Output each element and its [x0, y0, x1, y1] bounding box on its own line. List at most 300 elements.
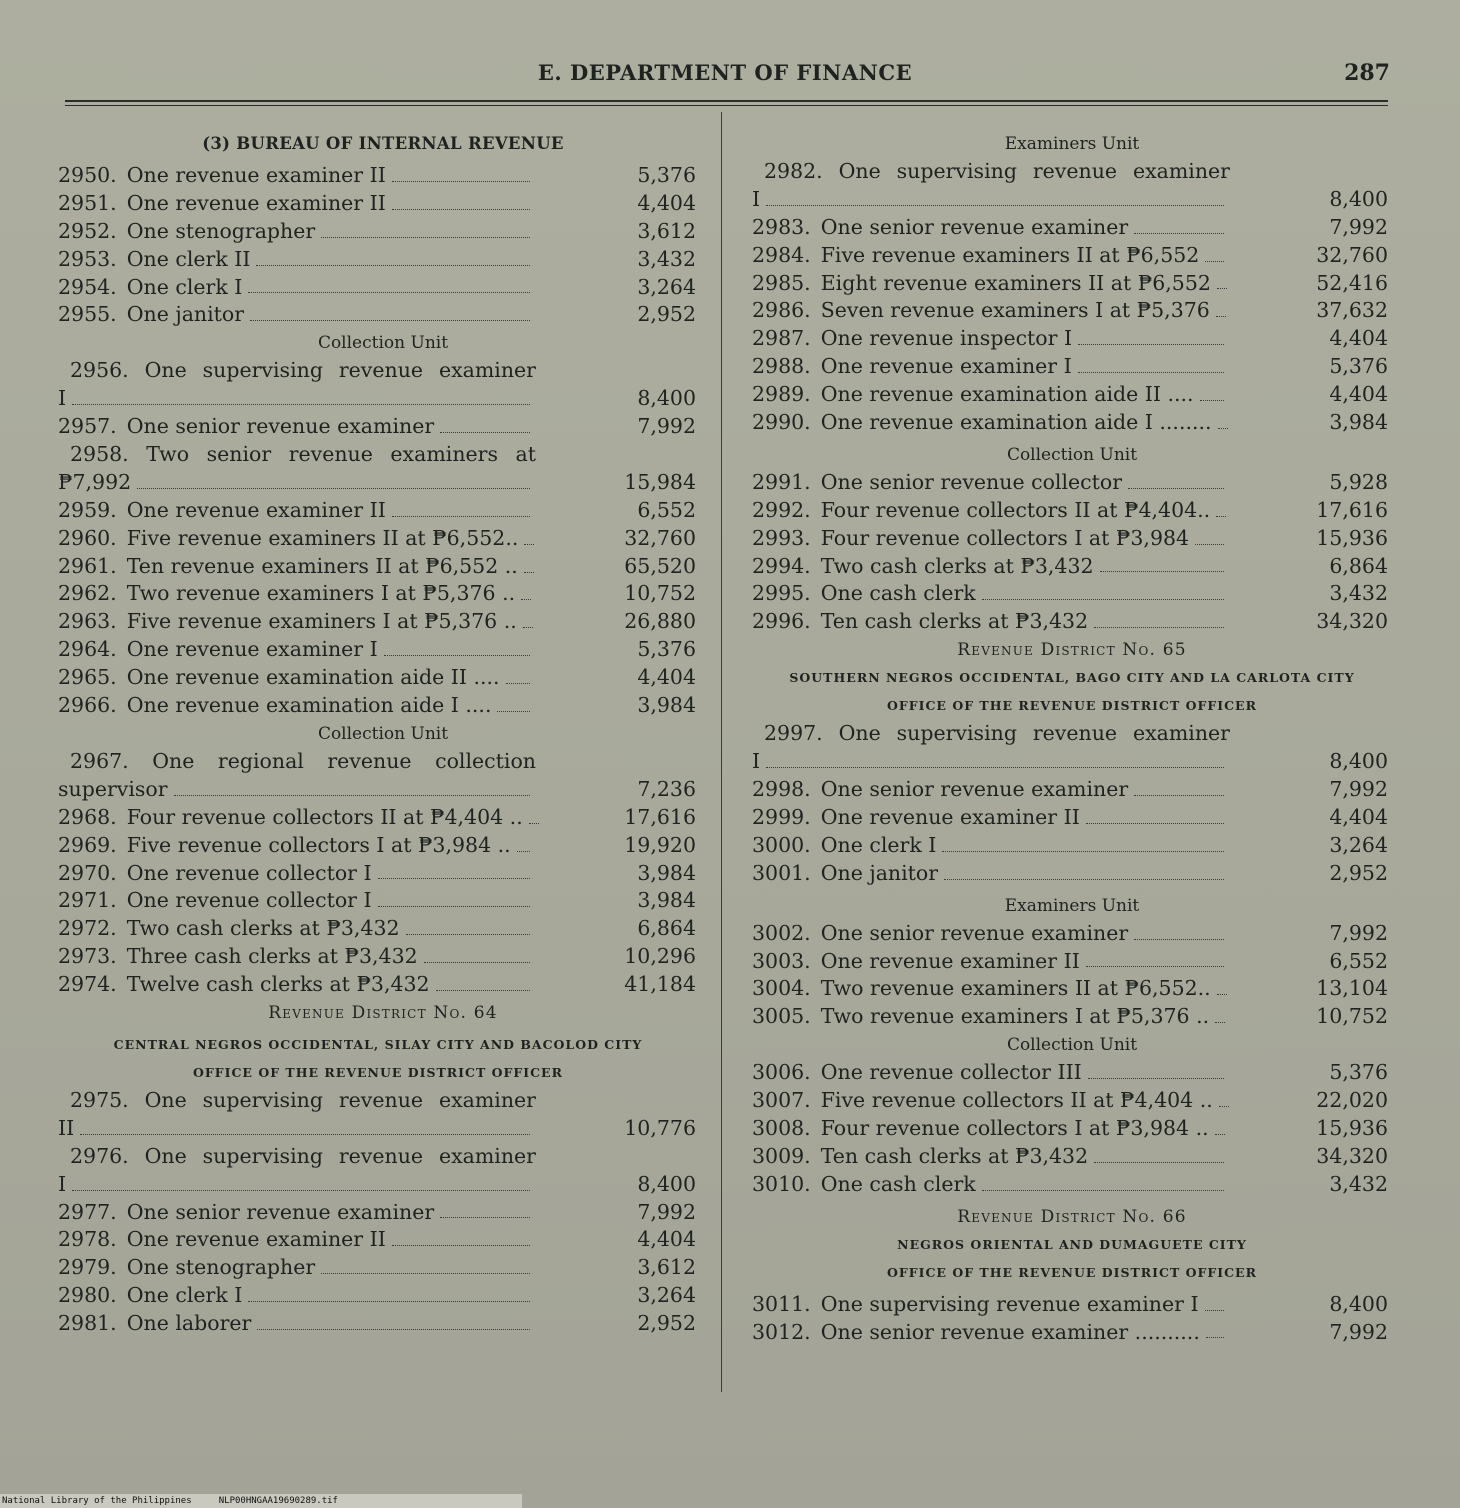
line-item-text	[58, 1171, 536, 1199]
line-item	[58, 1310, 698, 1338]
line-item-amount: 4,404	[1329, 804, 1388, 829]
line-item-description: One senior revenue examiner	[820, 777, 1129, 802]
line-item-number: 2950.	[58, 162, 117, 187]
line-item	[58, 581, 698, 609]
line-item-number: 2988.	[752, 354, 811, 379]
line-item	[58, 525, 698, 553]
line-item	[752, 1319, 1402, 1347]
line-item-continuation: I	[752, 749, 761, 774]
line-item-text	[58, 162, 536, 190]
line-item-amount: 3,264	[637, 274, 696, 299]
line-item	[752, 242, 1402, 270]
dot-leader	[1088, 1078, 1224, 1079]
line-item-text	[58, 218, 536, 246]
line-item-amount: 6,864	[637, 916, 696, 941]
dot-leader	[248, 292, 530, 293]
line-item-description: Ten revenue examiners II at ₱6,552 ..	[126, 553, 518, 578]
line-item	[752, 553, 1402, 581]
district-office: OFFICE OF THE REVENUE DISTRICT OFFICER	[193, 1064, 563, 1080]
line-item-text	[58, 860, 536, 888]
line-item-description: One revenue examiner II	[126, 1227, 386, 1252]
dot-leader	[406, 934, 530, 935]
line-item-number: 2992.	[752, 497, 811, 522]
line-item-text	[58, 497, 536, 525]
line-item-first-line: 2976. One supervising revenue examiner	[70, 1143, 536, 1168]
dot-leader	[982, 599, 1224, 600]
dot-leader	[1215, 1022, 1225, 1023]
line-item	[752, 1115, 1402, 1143]
line-item-text	[58, 1115, 536, 1143]
line-item-description: One revenue examination aide I ........	[820, 410, 1212, 435]
line-item-description: One revenue examiner II	[820, 948, 1080, 973]
line-item-number: 2984.	[752, 242, 811, 267]
line-item-text	[752, 608, 1230, 636]
line-item-number: 3009.	[752, 1143, 811, 1168]
line-item	[58, 190, 698, 218]
line-item-text	[752, 270, 1230, 298]
line-item-continuation: supervisor	[58, 776, 168, 801]
line-item-number: 2999.	[752, 804, 811, 829]
line-item	[752, 325, 1402, 353]
dot-leader	[436, 990, 530, 991]
line-item-number: 2953.	[58, 246, 117, 271]
left-column	[58, 130, 698, 1338]
line-item-amount: 15,936	[1316, 1115, 1388, 1140]
line-item-text	[752, 186, 1230, 214]
line-item-description: One revenue examiner II	[126, 162, 386, 187]
line-item-amount: 10,296	[624, 944, 696, 969]
line-item-text	[58, 190, 536, 218]
line-item-number: 3011.	[752, 1291, 811, 1316]
line-item-number: 2985.	[752, 270, 811, 295]
dot-leader	[392, 209, 530, 210]
line-item-amount: 3,984	[637, 888, 696, 913]
line-item-text	[752, 832, 1230, 860]
line-item-text	[58, 832, 536, 860]
line-item	[58, 1282, 698, 1310]
section-heading: Collection Unit	[317, 723, 449, 744]
dot-leader	[1094, 1162, 1224, 1163]
line-item-text	[752, 1059, 1230, 1087]
line-item-description: Two revenue examiners II at ₱6,552..	[820, 976, 1211, 1001]
line-item-description: One revenue examination aide II ....	[820, 382, 1194, 407]
dot-leader	[1100, 571, 1224, 572]
line-item	[752, 920, 1402, 948]
line-item	[58, 246, 698, 274]
dot-leader	[1218, 428, 1228, 429]
line-item-number: 2968.	[58, 804, 117, 829]
section-heading: Examiners Unit	[1004, 895, 1140, 916]
line-item	[58, 274, 698, 302]
line-item-text	[58, 1254, 536, 1282]
line-item-number: 2980.	[58, 1283, 117, 1308]
line-item-text	[752, 297, 1230, 325]
line-item-number: 2974.	[58, 972, 117, 997]
line-item-number: 2995.	[752, 581, 811, 606]
dot-leader	[321, 1273, 530, 1274]
dot-leader	[1217, 994, 1227, 995]
line-item-amount: 37,632	[1316, 298, 1388, 323]
dot-leader	[384, 655, 530, 656]
dot-leader	[1216, 316, 1226, 317]
line-item-description: One cash clerk	[820, 581, 976, 606]
line-item-text	[58, 943, 536, 971]
district-area: SOUTHERN NEGROS OCCIDENTAL, BAGO CITY AND LA CARLOTA CITY	[789, 670, 1355, 686]
line-item-amount: 3,432	[637, 246, 696, 271]
line-item-number: 2987.	[752, 326, 811, 351]
line-item-description: Seven revenue examiners I at ₱5,376	[820, 298, 1210, 323]
line-item	[58, 1199, 698, 1227]
line-item-text	[58, 1310, 536, 1338]
line-item-amount: 3,612	[637, 1255, 696, 1280]
line-item-description: Five revenue examiners II at ₱6,552	[820, 242, 1200, 267]
line-item-first-line: 2956. One supervising revenue examiner	[70, 358, 536, 383]
line-item-description: One revenue collector I	[126, 888, 372, 913]
dot-leader	[378, 906, 530, 907]
line-item-description: One revenue inspector I	[820, 326, 1073, 351]
line-item-description: One revenue collector I	[126, 860, 372, 885]
line-item-continuation: I	[752, 186, 761, 211]
item-two-line	[752, 720, 1402, 776]
header-rule-thin	[65, 105, 1388, 106]
line-item	[752, 214, 1402, 242]
line-item-description: One revenue examiner I	[126, 637, 378, 662]
line-item	[752, 776, 1402, 804]
line-item-text	[58, 1226, 536, 1254]
line-item-amount: 8,400	[1329, 186, 1388, 211]
dot-leader	[72, 1190, 530, 1191]
item-group	[58, 497, 698, 720]
line-item	[58, 692, 698, 720]
line-item	[752, 469, 1402, 497]
line-item-description: One revenue examiner II	[126, 190, 386, 215]
line-item-amount: 32,760	[624, 525, 696, 550]
line-item-text	[752, 381, 1230, 409]
line-item-description: One revenue examiner I	[820, 354, 1072, 379]
line-item-text	[58, 580, 536, 608]
line-item	[58, 1226, 698, 1254]
line-item	[752, 381, 1402, 409]
line-item-amount: 65,520	[624, 553, 696, 578]
item-two-line	[58, 441, 698, 497]
line-item-amount: 19,920	[624, 832, 696, 857]
line-item	[58, 553, 698, 581]
dot-leader	[1195, 544, 1224, 545]
line-item-amount: 2,952	[1329, 860, 1388, 885]
line-item	[58, 832, 698, 860]
item-group	[752, 1059, 1402, 1198]
line-item-number: 2981.	[58, 1311, 117, 1336]
line-item	[58, 413, 698, 441]
line-item-number: 2998.	[752, 777, 811, 802]
line-item-amount: 13,104	[1316, 976, 1388, 1001]
line-item	[752, 270, 1402, 298]
bureau-heading: (3) BUREAU OF INTERNAL REVENUE	[202, 134, 564, 153]
line-item-amount: 34,320	[1316, 609, 1388, 634]
line-item-text	[752, 920, 1230, 948]
line-item	[58, 301, 698, 329]
section-heading: Collection Unit	[317, 333, 449, 354]
line-item-amount: 4,404	[637, 190, 696, 215]
line-item-number: 2963.	[58, 609, 117, 634]
line-item-second-line	[58, 385, 698, 413]
line-item-amount: 6,552	[637, 497, 696, 522]
line-item-number: 3004.	[752, 976, 811, 1001]
line-item-amount: 7,992	[637, 1199, 696, 1224]
line-item-second-line	[58, 469, 698, 497]
line-item-number: 2961.	[58, 553, 117, 578]
line-item	[58, 664, 698, 692]
line-item	[58, 218, 698, 246]
line-item-amount: 4,404	[637, 1227, 696, 1252]
line-item-amount: 22,020	[1316, 1088, 1388, 1113]
line-item-amount: 3,984	[637, 860, 696, 885]
line-item-amount: 32,760	[1316, 242, 1388, 267]
dot-leader	[72, 404, 530, 405]
dot-leader	[942, 851, 1224, 852]
line-item-amount: 5,376	[637, 637, 696, 662]
dot-leader	[1086, 966, 1224, 967]
page-number: 287	[1344, 60, 1390, 86]
line-item-amount: 52,416	[1316, 270, 1388, 295]
line-item-text	[58, 971, 536, 999]
page-header	[60, 60, 1390, 94]
line-item-description: One supervising revenue examiner I	[820, 1291, 1199, 1316]
line-item-amount: 3,264	[1329, 832, 1388, 857]
section-heading: Examiners Unit	[1004, 134, 1140, 154]
line-item-amount: 5,376	[637, 162, 696, 187]
line-item-text	[752, 975, 1230, 1003]
dot-leader	[440, 432, 530, 433]
line-item-number: 2971.	[58, 888, 117, 913]
line-item-amount: 2,952	[637, 1311, 696, 1336]
item-two-line	[752, 158, 1402, 214]
line-item-description: One clerk I	[126, 1283, 243, 1308]
line-item-number: 3010.	[752, 1171, 811, 1196]
line-item-number: 2951.	[58, 190, 117, 215]
line-item	[58, 636, 698, 664]
line-item-number: 2969.	[58, 832, 117, 857]
line-item-number: 2964.	[58, 637, 117, 662]
line-item-description: Five revenue collectors I at ₱3,984 ..	[126, 832, 511, 857]
line-item-description: Five revenue collectors II at ₱4,404 ..	[820, 1088, 1213, 1113]
dot-leader	[1134, 233, 1224, 234]
line-item-description: One stenographer	[126, 218, 316, 243]
page-title: E. DEPARTMENT OF FINANCE	[537, 60, 913, 85]
line-item-description: One revenue collector III	[820, 1060, 1082, 1085]
line-item-text	[58, 413, 536, 441]
line-item-number: 3006.	[752, 1060, 811, 1085]
line-item-text	[752, 214, 1230, 242]
line-item-number: 2970.	[58, 860, 117, 885]
line-item-description: One senior revenue examiner	[126, 414, 435, 439]
line-item-amount: 4,404	[1329, 326, 1388, 351]
line-item-description: Two cash clerks at ₱3,432	[126, 916, 400, 941]
line-item	[752, 1087, 1402, 1115]
dot-leader	[1219, 1106, 1229, 1107]
line-item-description: One revenue examination aide I ....	[126, 693, 492, 718]
section-heading: Collection Unit	[1006, 1035, 1138, 1056]
item-group	[752, 920, 1402, 1032]
line-item-description: One clerk I	[820, 832, 937, 857]
line-item-text	[752, 553, 1230, 581]
line-item	[752, 409, 1402, 437]
line-item-number: 2986.	[752, 298, 811, 323]
line-item-number: 2966.	[58, 693, 117, 718]
dot-leader	[766, 767, 1224, 768]
line-item-text	[752, 497, 1230, 525]
line-item-text	[752, 1171, 1230, 1199]
line-item-number: 2965.	[58, 665, 117, 690]
line-item	[752, 608, 1402, 636]
line-item	[58, 887, 698, 915]
line-item-description: Ten cash clerks at ₱3,432	[820, 1143, 1089, 1168]
line-item-text	[58, 915, 536, 943]
line-item-number: 2973.	[58, 944, 117, 969]
line-item-description: One stenographer	[126, 1255, 316, 1280]
line-item-number: 2955.	[58, 302, 117, 327]
line-item	[752, 1059, 1402, 1087]
dot-leader	[1216, 516, 1226, 517]
dot-leader	[256, 265, 530, 266]
line-item	[752, 948, 1402, 976]
district-heading: Revenue District No. 65	[957, 640, 1187, 661]
line-item-first-line: 2967. One regional revenue collection	[70, 748, 536, 773]
dot-leader	[523, 627, 533, 628]
line-item-continuation: I	[58, 386, 67, 411]
line-item-description: One revenue examination aide II ....	[126, 665, 500, 690]
dot-leader	[1128, 488, 1224, 489]
item-group	[752, 776, 1402, 888]
line-item-amount: 6,552	[1329, 948, 1388, 973]
line-item-description: One revenue examiner II	[126, 497, 386, 522]
dot-leader	[944, 879, 1224, 880]
line-item	[58, 497, 698, 525]
line-item	[58, 608, 698, 636]
line-item-text	[752, 1115, 1230, 1143]
line-item-amount: 5,928	[1329, 469, 1388, 494]
item-two-line	[58, 748, 698, 804]
line-item-description: Three cash clerks at ₱3,432	[126, 944, 418, 969]
line-item-text	[752, 580, 1230, 608]
line-item	[752, 860, 1402, 888]
line-item-description: Four revenue collectors II at ₱4,404..	[820, 497, 1211, 522]
dot-leader	[506, 683, 530, 684]
line-item-number: 3008.	[752, 1115, 811, 1140]
line-item-text	[752, 1003, 1230, 1031]
item-group	[752, 469, 1402, 636]
dot-leader	[1094, 627, 1224, 628]
line-item-amount: 5,376	[1329, 1060, 1388, 1085]
line-item-description: Two revenue examiners I at ₱5,376 ..	[126, 581, 516, 606]
item-two-line	[58, 1143, 698, 1199]
line-item-text	[752, 1087, 1230, 1115]
line-item-amount: 3,984	[1329, 410, 1388, 435]
line-item-number: 3012.	[752, 1319, 811, 1344]
line-item	[58, 1254, 698, 1282]
line-item-amount: 4,404	[637, 665, 696, 690]
line-item-number: 2962.	[58, 581, 117, 606]
district-area: CENTRAL NEGROS OCCIDENTAL, SILAY CITY AND BACOLOD CITY	[113, 1036, 643, 1052]
right-column	[752, 130, 1402, 1346]
line-item-amount: 8,400	[1329, 1291, 1388, 1316]
dot-leader	[424, 962, 530, 963]
header-rule	[65, 100, 1388, 102]
line-item-description: Four revenue collectors I at ₱3,984	[820, 525, 1190, 550]
line-item	[752, 525, 1402, 553]
line-item-description: Five revenue examiners II at ₱6,552..	[126, 525, 519, 550]
dot-leader	[440, 1217, 530, 1218]
line-item-number: 3003.	[752, 948, 811, 973]
line-item-amount: 7,992	[1329, 1319, 1388, 1344]
line-item-number: 2996.	[752, 609, 811, 634]
district-office: OFFICE OF THE REVENUE DISTRICT OFFICER	[887, 1264, 1257, 1280]
line-item-text	[58, 553, 536, 581]
line-item-amount: 7,992	[1329, 777, 1388, 802]
line-item-text	[752, 948, 1230, 976]
dot-leader	[1078, 372, 1224, 373]
line-item-description: Four revenue collectors II at ₱4,404 ..	[126, 804, 523, 829]
district-office: OFFICE OF THE REVENUE DISTRICT OFFICER	[887, 698, 1257, 714]
line-item-amount: 26,880	[624, 609, 696, 634]
line-item-description: Two cash clerks at ₱3,432	[820, 553, 1094, 578]
line-item-text	[58, 664, 536, 692]
line-item-number: 2957.	[58, 414, 117, 439]
line-item-text	[752, 776, 1230, 804]
line-item-description: One senior revenue examiner	[820, 214, 1129, 239]
line-item-number: 2960.	[58, 525, 117, 550]
line-item-text	[58, 301, 536, 329]
dot-leader	[497, 711, 530, 712]
line-item-text	[58, 776, 536, 804]
line-item-text	[58, 274, 536, 302]
line-item-amount: 3,264	[637, 1283, 696, 1308]
line-item-amount: 6,864	[1329, 553, 1388, 578]
column-divider	[721, 112, 722, 1392]
line-item	[58, 943, 698, 971]
dot-leader	[392, 181, 530, 182]
line-item	[752, 1171, 1402, 1199]
item-group	[752, 1291, 1402, 1347]
line-item-text	[58, 887, 536, 915]
line-item-number: 2990.	[752, 410, 811, 435]
district-heading: Revenue District No. 64	[268, 1002, 498, 1023]
line-item-amount: 2,952	[637, 302, 696, 327]
dot-leader	[392, 516, 530, 517]
line-item-number: 2993.	[752, 525, 811, 550]
line-item-number: 2952.	[58, 218, 117, 243]
line-item	[752, 975, 1402, 1003]
line-item-text	[58, 804, 536, 832]
line-item	[58, 804, 698, 832]
line-item-number: 3002.	[752, 920, 811, 945]
line-item	[58, 860, 698, 888]
dot-leader	[1134, 795, 1224, 796]
dot-leader	[392, 1245, 530, 1246]
line-item-text	[58, 692, 536, 720]
line-item-first-line: 2975. One supervising revenue examiner	[70, 1087, 536, 1112]
line-item-text	[752, 1319, 1230, 1347]
line-item-text	[752, 804, 1230, 832]
district-area: NEGROS ORIENTAL AND DUMAGUETE CITY	[897, 1236, 1247, 1252]
line-item-amount: 3,984	[637, 693, 696, 718]
line-item	[752, 497, 1402, 525]
dot-leader	[257, 1329, 530, 1330]
line-item-second-line	[58, 776, 698, 804]
line-item-continuation: II	[58, 1115, 75, 1140]
dot-leader	[1134, 939, 1224, 940]
item-group	[58, 1199, 698, 1338]
